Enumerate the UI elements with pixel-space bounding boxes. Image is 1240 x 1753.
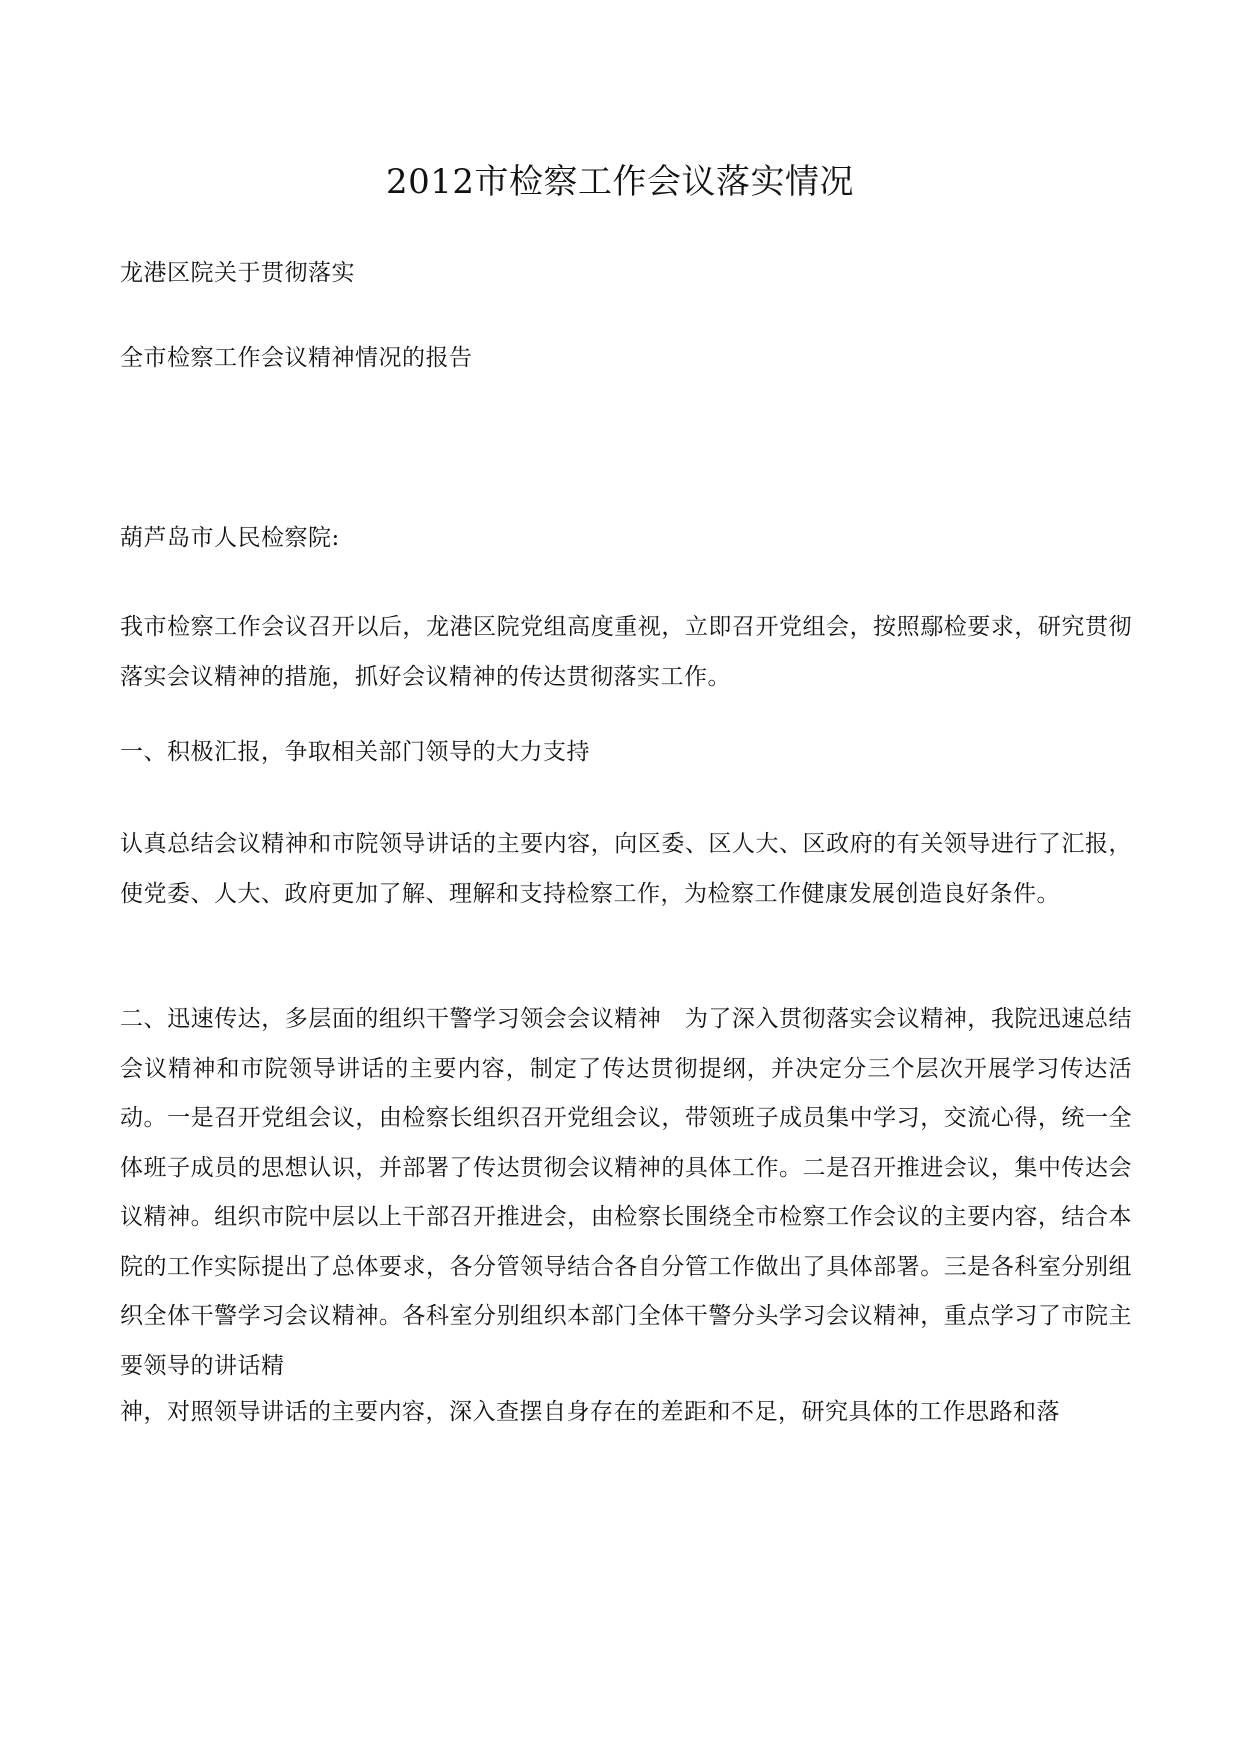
section-heading-1: 一、积极汇报，争取相关部门领导的大力支持 (120, 739, 590, 765)
paragraph-section-2: 二、迅速传达，多层面的组织干警学习领会会议精神 为了深入贯彻落实会议精神，我院迅速总结会议精神和市院领导讲话的主要内容，制定了传达贯彻提纲，并决定分三个层次开展学习传达活动。一是召开党组会议，由检察长组织召开党组会议，带领班子成员集中学习，交流心得，统一全体班子成员的思想认识，并部署了传达贯彻会议精神的具体工作。二是召开推进会议，集中传达会议精神。组织市院中层以上干部召开推进会，由检察长围绕全市检察工作会议的主要内容，结合本院的工作实际提出了总体要求，各分管领导结合各自分管工作做出了具体部署。三是各科室分别组织全体干警学习会议精神。各科室分别组织本部门全体干警分头学习会议精神，重点学习了市院主要领导的讲话精 (120, 1006, 1132, 1379)
paragraph-section-1: 认真总结会议精神和市院领导讲话的主要内容，向区委、区人大、区政府的有关领导进行了汇报，使党委、人大、政府更加了解、理解和支持检察工作，为检察工作健康发展创造良好条件。 (120, 831, 1132, 907)
subtitle-line-1: 龙港区院关于贯彻落实 (120, 260, 355, 286)
subtitle-line-2: 全市检察工作会议精神情况的报告 (120, 345, 473, 371)
document-title: 2012市检察工作会议落实情况 (385, 162, 855, 202)
paragraph-continuation: 神，对照领导讲话的主要内容，深入查摆自身存在的差距和不足，研究具体的工作思路和落 (120, 1399, 1060, 1425)
paragraph-intro: 我市检察工作会议召开以后，龙港区院党组高度重视，立即召开党组会，按照鄢检要求，研究贯彻落实会议精神的措施，抓好会议精神的传达贯彻落实工作。 (120, 614, 1132, 690)
addressee: 葫芦岛市人民检察院: (120, 525, 340, 551)
